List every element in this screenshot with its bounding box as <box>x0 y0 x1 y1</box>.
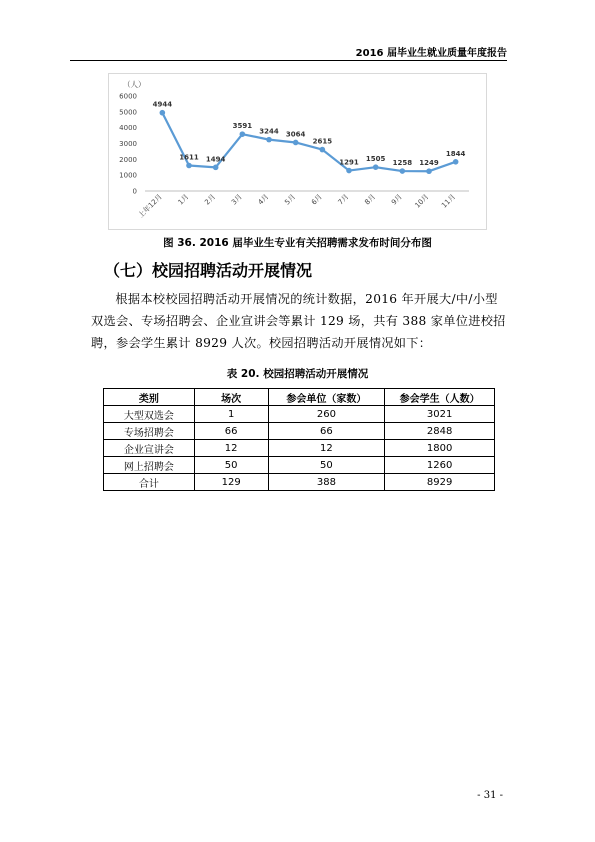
table-cell: 12 <box>268 440 385 457</box>
y-tick-label: 3000 <box>119 140 137 148</box>
x-tick-label: 1月 <box>176 192 191 207</box>
table-row <box>104 423 495 440</box>
data-point <box>293 140 299 146</box>
table-cell: 66 <box>268 423 385 440</box>
data-point <box>400 168 406 174</box>
y-tick-label: 5000 <box>119 108 137 117</box>
y-tick-label: 1000 <box>119 171 137 180</box>
table-header-cell: 场次 <box>194 389 268 406</box>
table-cell: 388 <box>268 474 385 491</box>
data-label: 1611 <box>179 153 199 162</box>
table-header-cell: 参会单位（家数） <box>268 389 385 406</box>
table-cell: 1 <box>194 406 268 423</box>
table-cell: 1260 <box>385 457 495 474</box>
data-point <box>160 110 166 116</box>
table-cell: 50 <box>268 457 385 474</box>
page-number: - 31 - <box>477 790 503 801</box>
data-label: 1844 <box>445 149 466 158</box>
data-point <box>240 131 246 137</box>
y-tick-label: 2000 <box>119 155 137 164</box>
data-point <box>453 159 459 165</box>
x-tick-label: 2月 <box>203 192 218 207</box>
x-tick-label: 5月 <box>283 192 298 207</box>
chart-svg <box>109 74 486 229</box>
table-cell: 3021 <box>385 406 495 423</box>
data-label: 3591 <box>232 122 253 131</box>
line-chart <box>108 73 487 230</box>
table-total-row <box>104 474 495 491</box>
data-point <box>373 164 379 170</box>
x-tick-label: 11月 <box>440 192 458 210</box>
x-tick-label: 9月 <box>389 192 404 207</box>
data-label: 3244 <box>259 127 279 136</box>
data-label: 3064 <box>285 130 306 139</box>
data-label: 1505 <box>365 155 386 164</box>
table-row <box>104 406 495 423</box>
x-tick-label: 6月 <box>309 192 324 207</box>
table-cell: 129 <box>194 474 268 491</box>
y-unit-label: （人） <box>123 80 146 89</box>
table-row <box>104 457 495 474</box>
table-row <box>104 440 495 457</box>
data-label: 2615 <box>312 137 333 146</box>
table-cell: 12 <box>194 440 268 457</box>
y-tick-label: 0 <box>132 187 137 196</box>
table-cell: 企业宣讲会 <box>104 440 195 457</box>
body-paragraph: 根据本校校园招聘活动开展情况的统计数据，2016 年开展大/中/小型双选会、专场招聘会、企业宣讲会等累计 129 场，共有 388 家单位进校招聘，参会学生累计 8929 人次。校园招聘活动开展情况如下： <box>91 292 506 350</box>
table-cell: 2848 <box>385 423 495 440</box>
table-header-row <box>104 389 495 406</box>
report-header-title: 2016 届毕业生就业质量年度报告 <box>355 48 507 59</box>
data-point <box>346 168 352 174</box>
data-label: 4944 <box>152 100 173 109</box>
table-header-cell: 参会学生（人数） <box>385 389 495 406</box>
x-tick-label: 8月 <box>363 192 378 207</box>
x-tick-label: 10月 <box>413 192 431 210</box>
table-cell: 合计 <box>104 474 195 491</box>
data-label: 1249 <box>419 159 439 168</box>
table-cell: 66 <box>194 423 268 440</box>
table-cell: 大型双选会 <box>104 406 195 423</box>
x-tick-label: 4月 <box>256 192 271 207</box>
data-label: 1258 <box>392 159 413 168</box>
data-label: 1494 <box>205 155 226 164</box>
y-tick-label: 4000 <box>119 124 137 133</box>
figure-caption: 图 36. 2016 届毕业生专业有关招聘需求发布时间分布图 <box>163 237 432 249</box>
table-cell: 网上招聘会 <box>104 457 195 474</box>
x-tick-label: 上年12月 <box>136 192 164 220</box>
x-tick-label: 3月 <box>229 192 244 207</box>
data-point <box>213 165 219 171</box>
data-point <box>186 163 192 169</box>
header-divider <box>70 60 507 61</box>
table-caption: 表 20. 校园招聘活动开展情况 <box>226 368 369 380</box>
table-cell: 专场招聘会 <box>104 423 195 440</box>
table-cell: 8929 <box>385 474 495 491</box>
data-label: 1291 <box>339 158 359 167</box>
data-point <box>266 137 272 143</box>
y-tick-label: 6000 <box>119 92 137 101</box>
recruitment-table <box>103 388 495 491</box>
table-cell: 1800 <box>385 440 495 457</box>
section-heading: （七）校园招聘活动开展情况 <box>104 261 313 280</box>
data-point <box>426 168 432 174</box>
table-cell: 50 <box>194 457 268 474</box>
table-header-cell: 类别 <box>104 389 195 406</box>
table-cell: 260 <box>268 406 385 423</box>
data-point <box>320 147 326 153</box>
x-tick-label: 7月 <box>336 192 351 207</box>
